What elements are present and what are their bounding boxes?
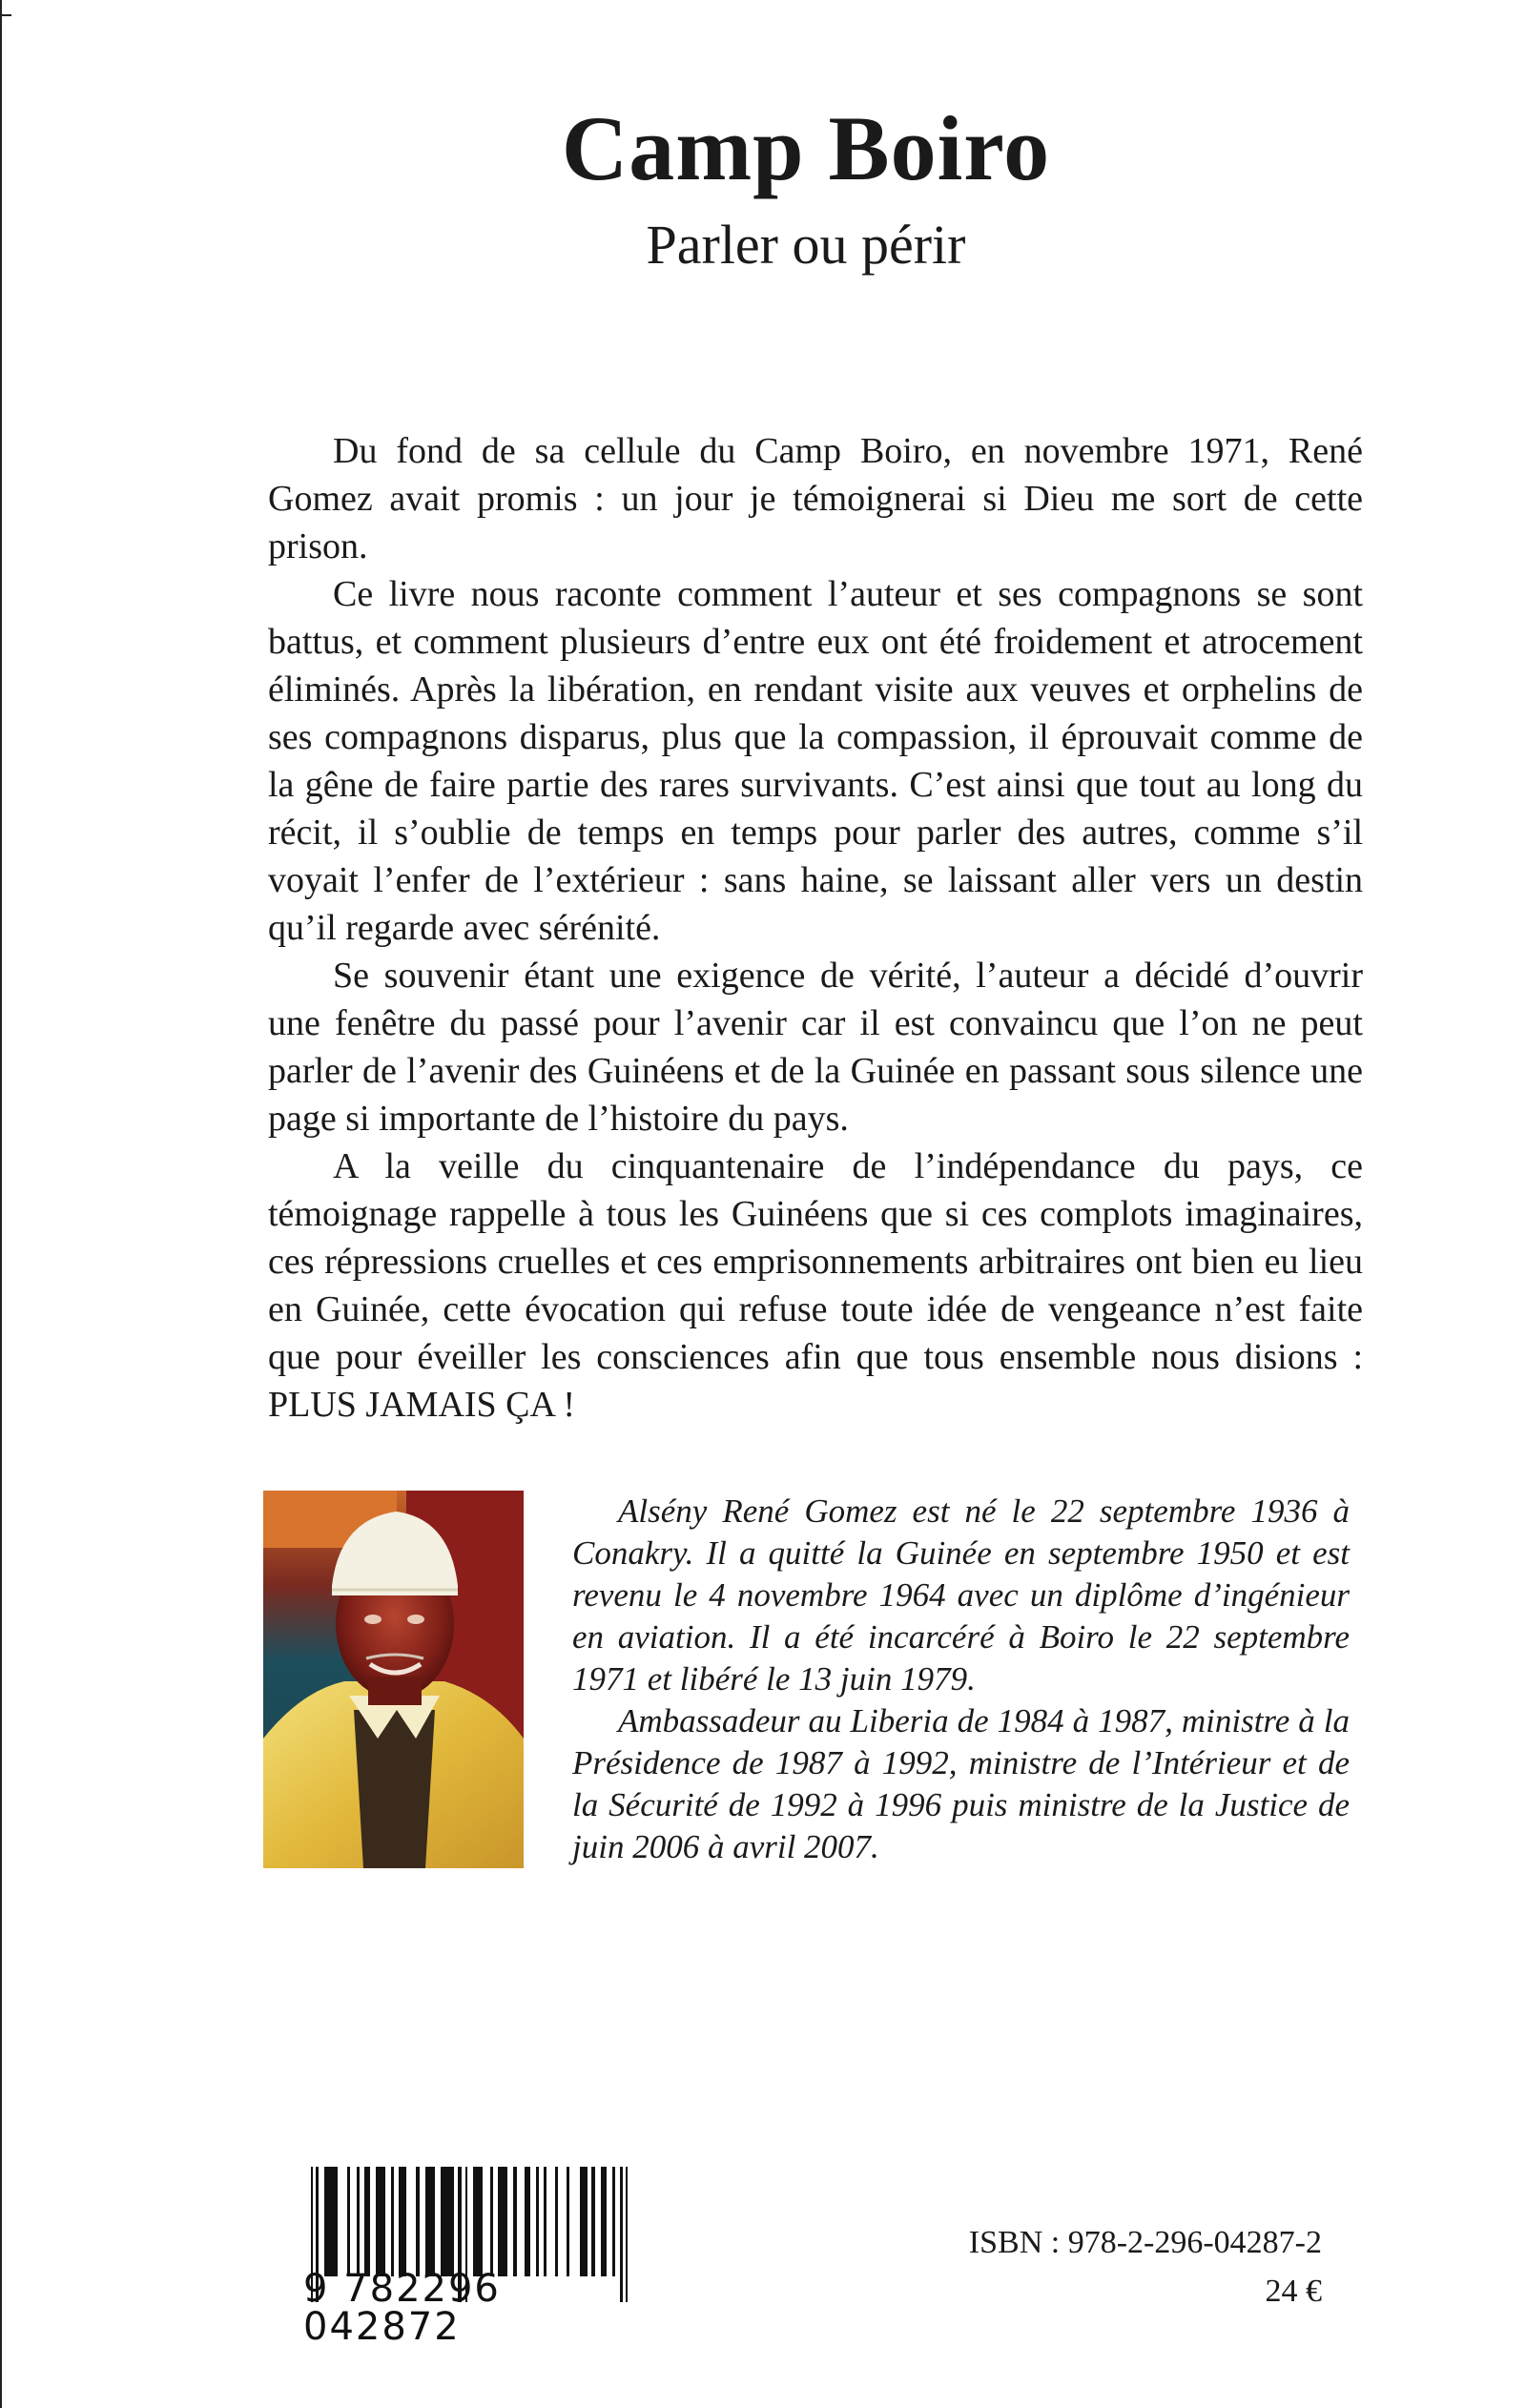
- crop-mark-vertical: [0, 0, 2, 2408]
- author-portrait-icon: [263, 1491, 524, 1868]
- blurb-paragraph: Ce livre nous raconte comment l’auteur et ses compagnons se sont battus, et comment plusieurs d’entre eux ont été froidement et atrocement éliminés. Après la libération, en rendant visite aux veuves et orphelins de ses compagnons disparus, plus que la compassion, il éprouvait comme de la gêne de faire partie des rares survivants. C’est ainsi que tout au long du récit, il s’oublie de temps en temps pour parler des autres, comme s’il voyait l’enfer de l’extérieur : sans haine, se laissant aller vers un destin qu’il regarde avec sérénité.: [268, 574, 1363, 948]
- blurb: [268, 427, 1363, 1429]
- blurb-paragraph: Du fond de sa cellule du Camp Boiro, en novembre 1971, René Gomez avait promis : un jour je témoignerai si Dieu me sort de cette prison.: [268, 431, 1363, 566]
- book-title: Camp Boiro: [561, 97, 1051, 199]
- author-photo: [263, 1491, 524, 1868]
- author-bio: [572, 1491, 1350, 1868]
- author-bio-paragraph: Ambassadeur au Liberia de 1984 à 1987, ministre à la Présidence de 1987 à 1992, ministre de l’Intérieur et de la Sécurité de 1992 à 1996 puis ministre de la Justice de juin 2006 à avril 2007.: [572, 1702, 1350, 1865]
- blurb-paragraph: Se souvenir étant une exigence de vérité, l’auteur a décidé d’ouvrir une fenêtre du passé pour l’avenir car il est convaincu que l’on ne peut parler de l’avenir des Guinéens et de la Guinée en passant sous silence une page si importante de l’histoire du pays.: [268, 956, 1363, 1139]
- isbn: ISBN : 978-2-296-04287-2: [968, 2225, 1322, 2260]
- author-bio-paragraph: Alsény René Gomez est né le 22 septembre 1936 à Conakry. Il a quitté la Guinée en septembre 1950 et est revenu le 4 novembre 1964 avec un diplôme d’ingénieur en aviation. Il a été incarcéré à Boiro le 22 septembre 1971 et libéré le 13 juin 1979.: [572, 1492, 1350, 1698]
- crop-mark-horizontal: [0, 14, 11, 16]
- blurb-paragraph: A la veille du cinquantenaire de l’indépendance du pays, ce témoignage rappelle à tous les Guinéens que si ces complots imaginaires, ces répressions cruelles et ces emprisonnements arbitraires ont bien eu lieu en Guinée, cette évocation qui refuse toute idée de vengeance n’est faite que pour éveiller les consciences afin que tous ensemble nous disions : PLUS JAMAIS ÇA !: [268, 1146, 1363, 1425]
- barcode-number: 9 782296 042872: [303, 2267, 501, 2349]
- price: 24 €: [1265, 2274, 1322, 2309]
- book-subtitle: Parler ou périr: [646, 214, 966, 276]
